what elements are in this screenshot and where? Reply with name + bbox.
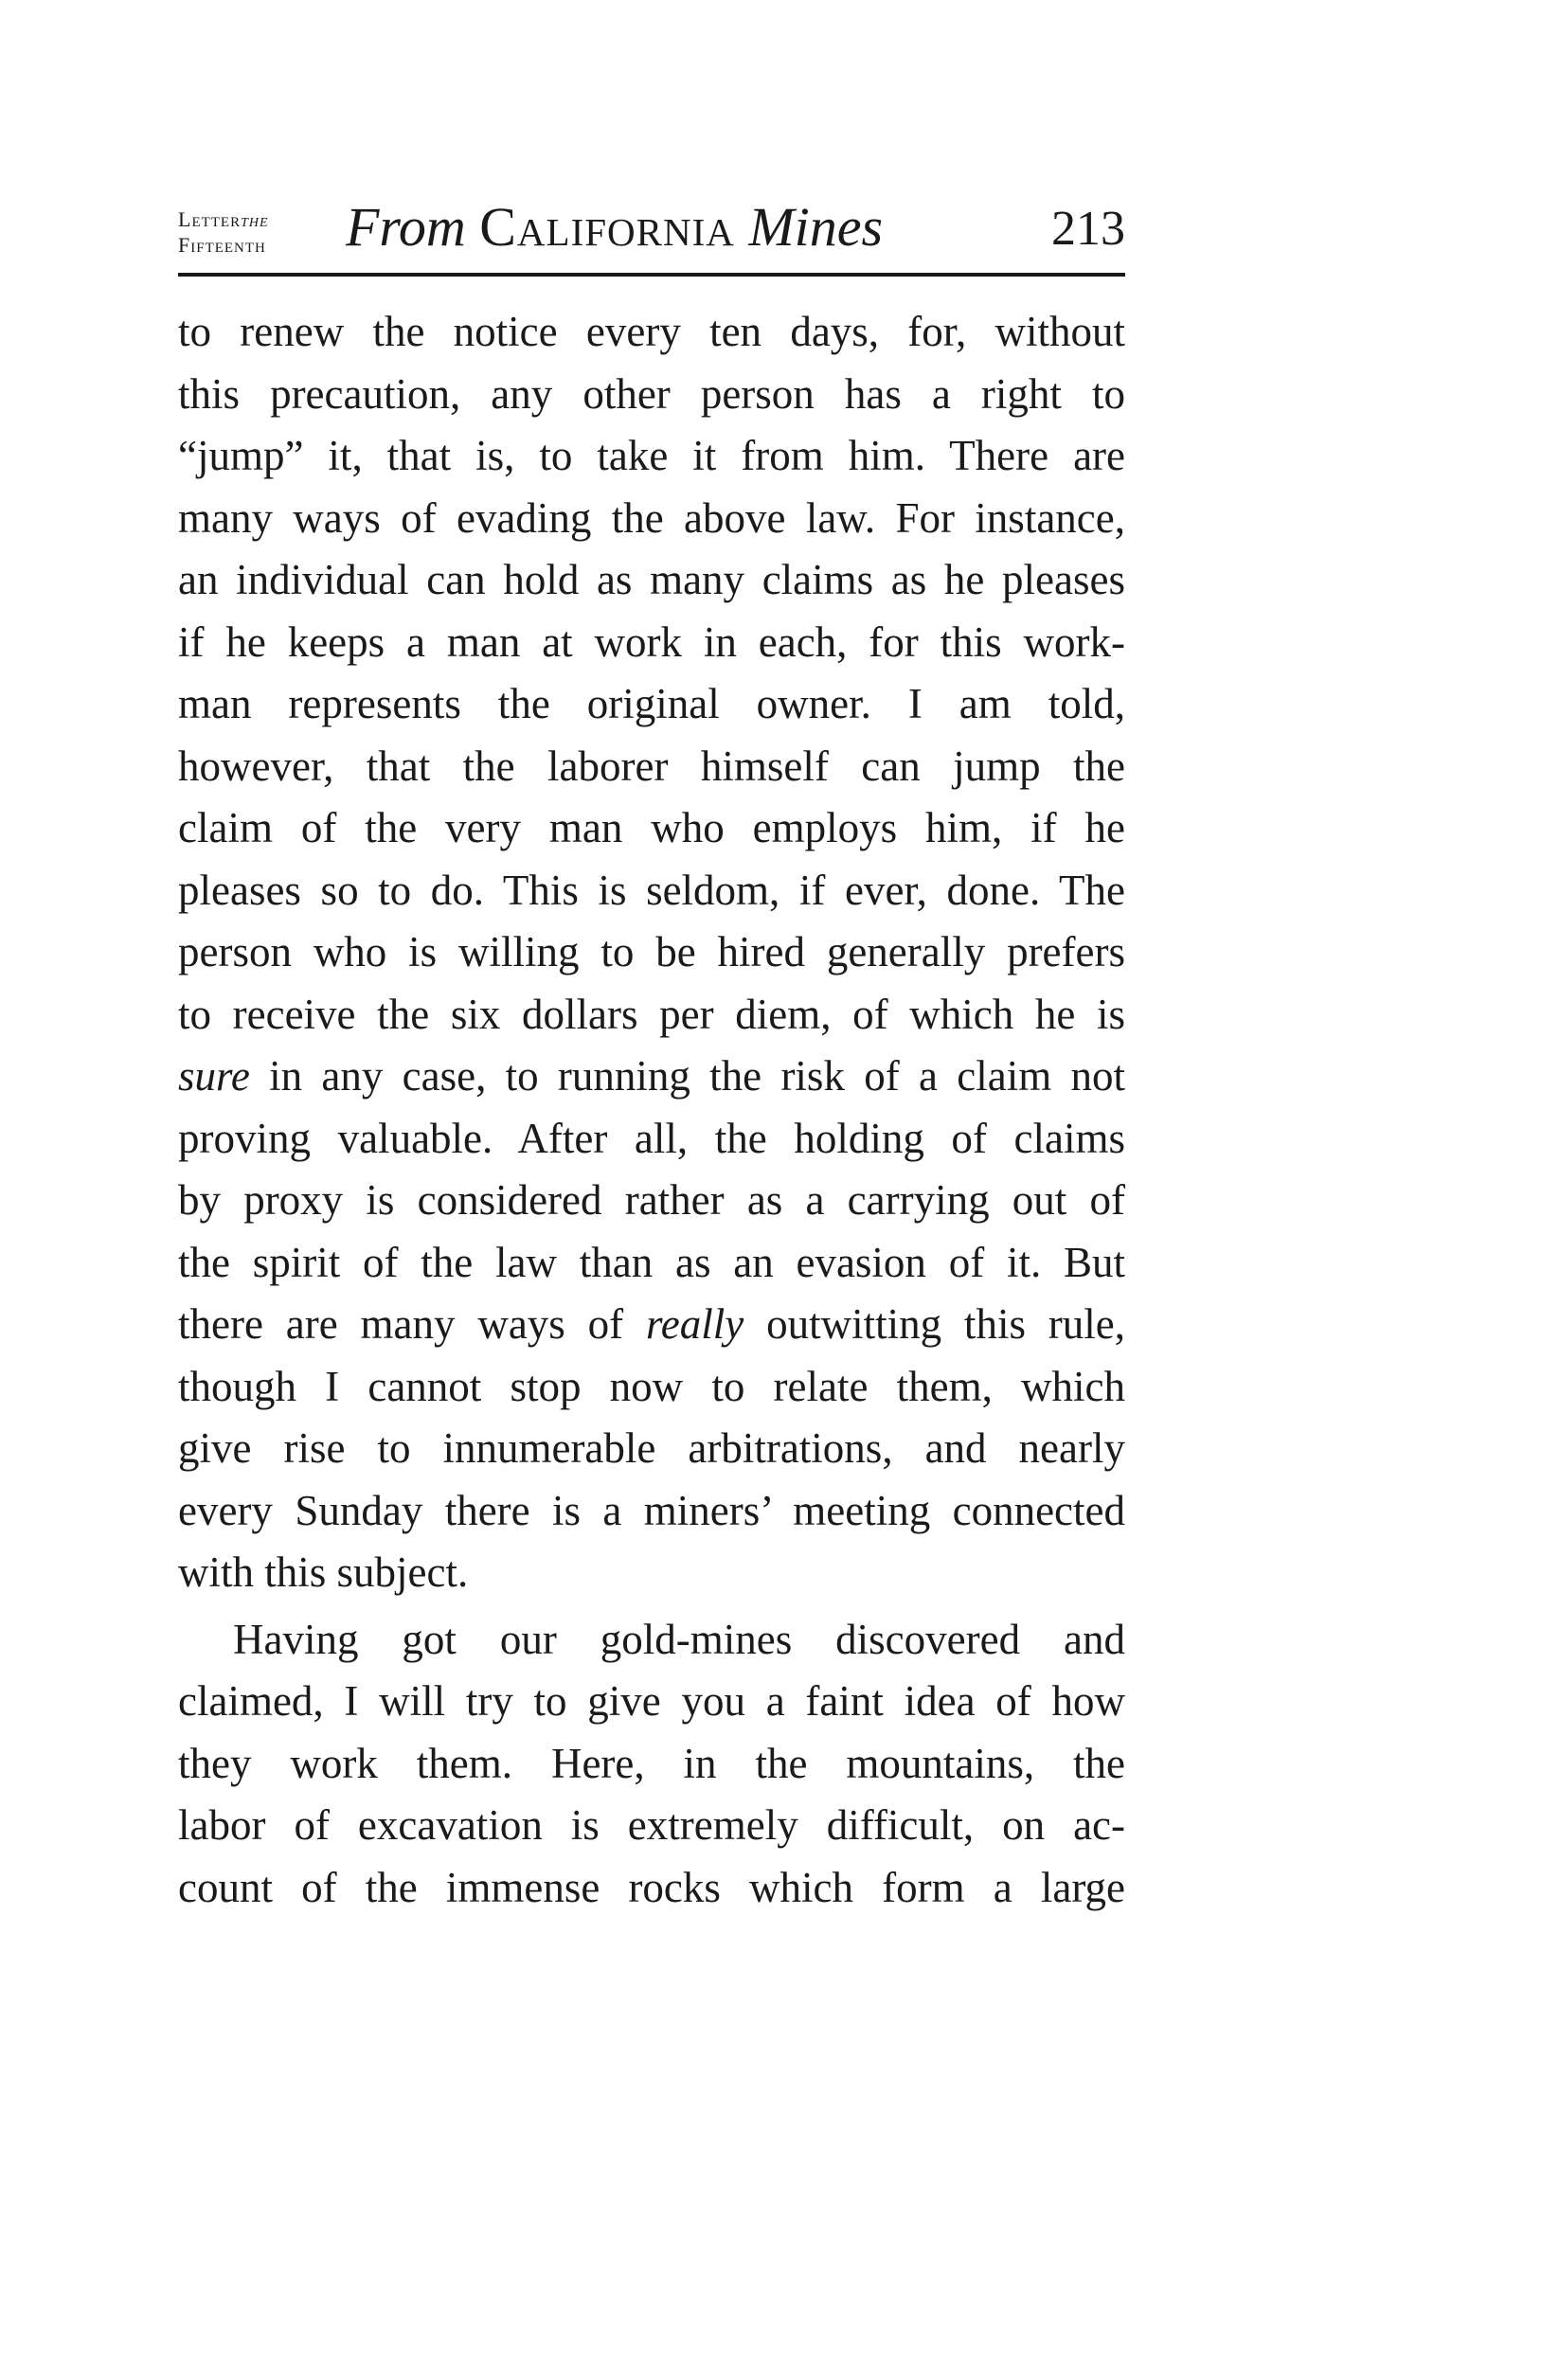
text-line: they work them. Here, in the mountains, the [178, 1739, 1125, 1787]
text-line: to receive the six dollars per diem, of which he is [178, 990, 1125, 1038]
the-word: the [241, 210, 269, 231]
text-line: by proxy is considered rather as a carrying out of [178, 1176, 1125, 1224]
text-line: to renew the notice every ten days, for, without [178, 308, 1125, 355]
letter-label [178, 207, 269, 257]
text-line: count of the immense rocks which form a large [178, 1863, 1125, 1911]
body-text [178, 301, 1125, 1919]
text-line-paragraph-start: Having got our gold-mines discovered and [233, 1615, 1125, 1663]
text-segment: outwitting this rule, [744, 1300, 1125, 1348]
title-from: From [346, 196, 466, 258]
text-line-paragraph-end: with this subject. [178, 1548, 469, 1596]
letter-word: Letter [178, 207, 242, 231]
letter-label-line1 [178, 207, 269, 233]
text-line: an individual can hold as many claims as he pleases [178, 556, 1125, 603]
letter-label-line2: Fifteenth [178, 233, 266, 257]
page-number: 213 [1051, 202, 1125, 256]
title-california: California [479, 196, 735, 258]
text-line: “jump” it, that is, to take it from him. There are [178, 432, 1125, 479]
text-line [178, 1294, 1125, 1356]
text-line: every Sunday there is a miners’ meeting connected [178, 1486, 1125, 1534]
header-rule [178, 273, 1125, 277]
title-mines: Mines [748, 196, 884, 258]
running-title [346, 194, 883, 260]
text-line: however, that the laborer himself can jump the [178, 742, 1125, 790]
text-line: labor of excavation is extremely difficult, on ac- [178, 1801, 1125, 1849]
text-line: give rise to innumerable arbitrations, and nearly [178, 1424, 1125, 1472]
text-line: claim of the very man who employs him, if he [178, 804, 1125, 851]
text-line: claimed, I will try to give you a faint idea of how [178, 1677, 1125, 1725]
italic-really: really [645, 1300, 744, 1348]
text-line: if he keeps a man at work in each, for this work- [178, 617, 1125, 666]
text-line: proving valuable. After all, the holding of claims [178, 1114, 1125, 1162]
text-line: person who is willing to be hired generally prefers [178, 928, 1125, 975]
text-line: the spirit of the law than as an evasion of it. But [178, 1238, 1125, 1286]
text-line: pleases so to do. This is seldom, if ever, done. The [178, 866, 1125, 914]
text-line: though I cannot stop now to relate them, which [178, 1362, 1125, 1410]
text-line: man represents the original owner. I am told, [178, 680, 1125, 727]
text-line [178, 1046, 1125, 1108]
text-line: many ways of evading the above law. For instance, [178, 493, 1125, 542]
text-segment: there are many ways of [178, 1300, 646, 1348]
running-head [178, 194, 1125, 270]
text-line: this precaution, any other person has a right to [178, 369, 1125, 418]
text-segment: in any case, to running the risk of a claim not [249, 1052, 1125, 1100]
italic-sure: sure [178, 1052, 250, 1100]
